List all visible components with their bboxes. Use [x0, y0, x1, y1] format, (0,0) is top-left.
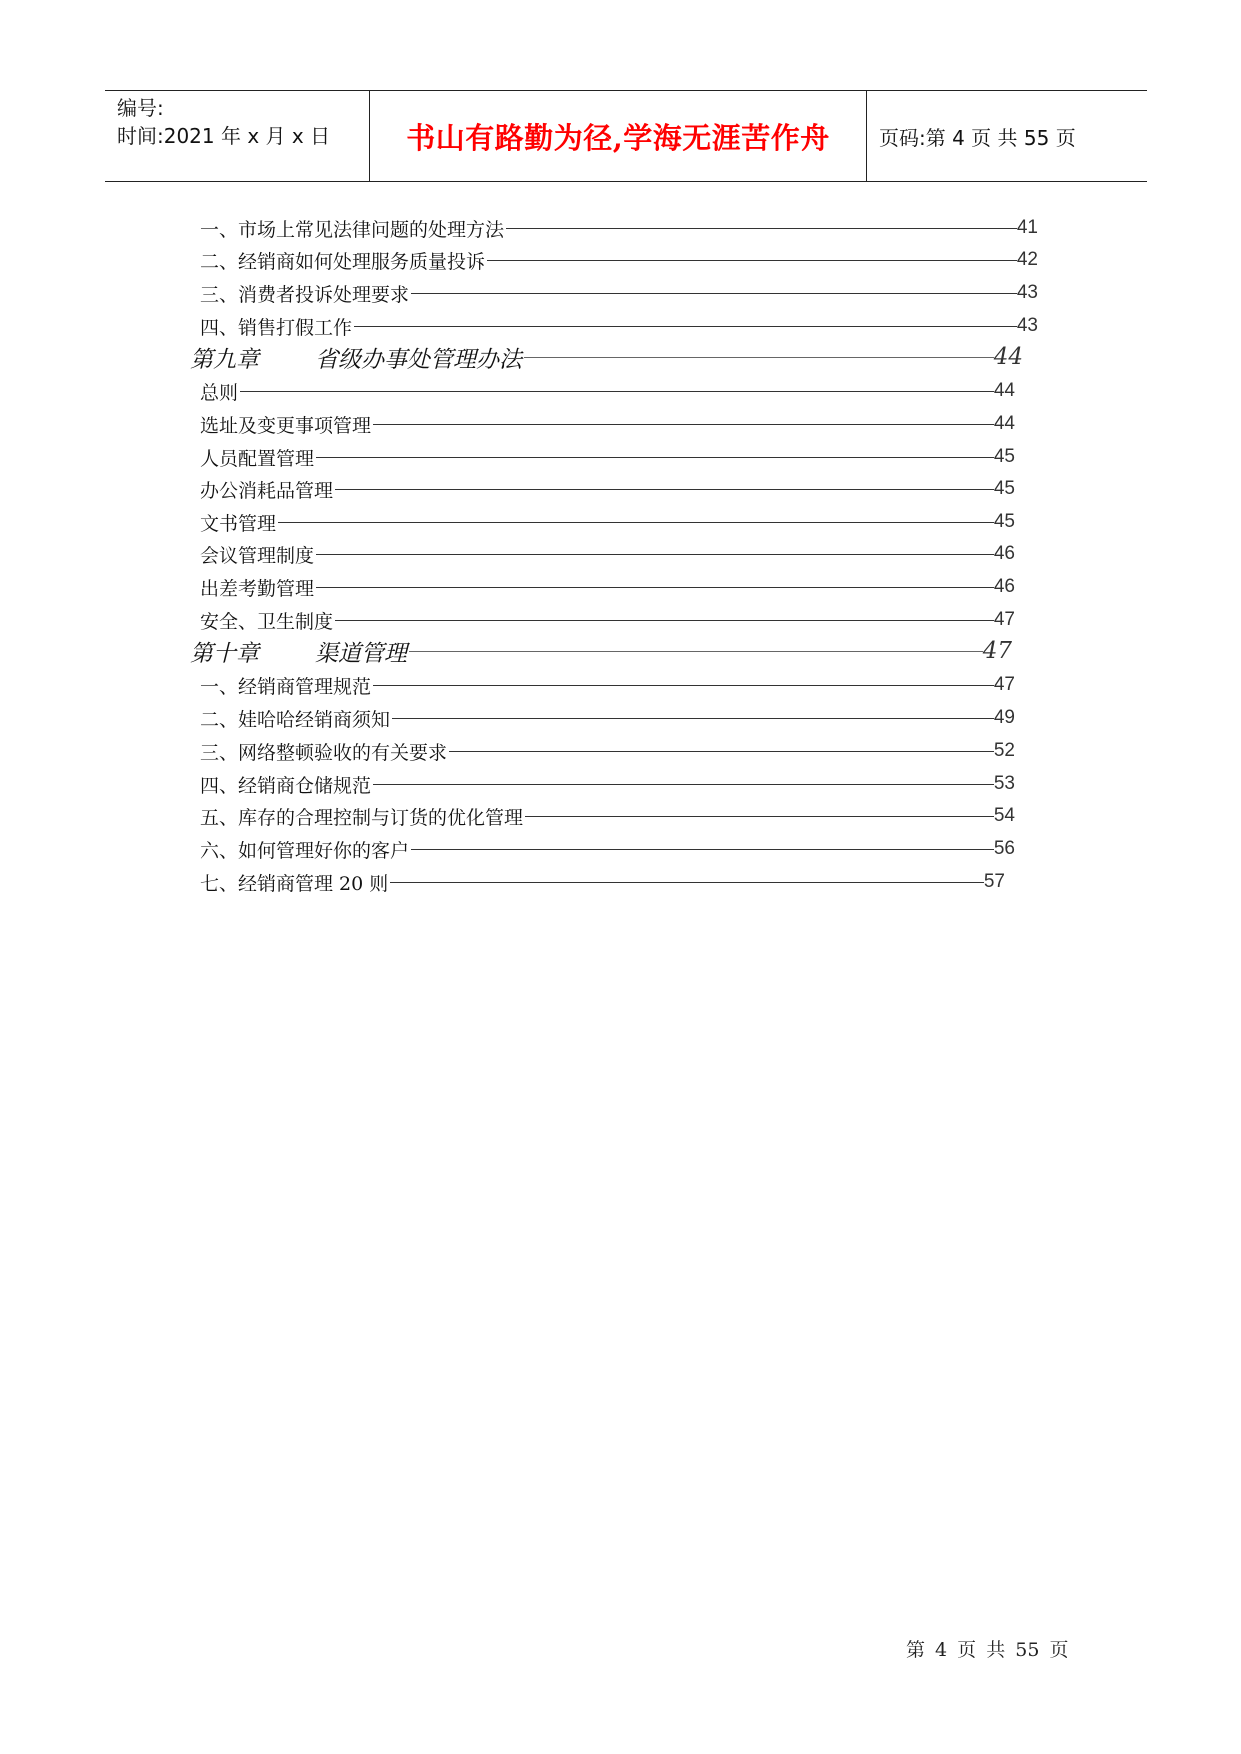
- toc-chapter-entry[interactable]: [190, 636, 1012, 666]
- toc-entry[interactable]: [200, 769, 1015, 799]
- toc-entry-page: 53: [993, 773, 1015, 794]
- toc-leader-line: [525, 816, 994, 817]
- toc-entry-label: 四、经销商仓储规范: [200, 774, 372, 797]
- toc-leader-line: [524, 357, 994, 358]
- header-page-info: 页码:第 4 页 共 55 页: [879, 125, 1076, 150]
- toc-entry[interactable]: [200, 703, 1015, 733]
- toc-entry-page: 56: [993, 838, 1015, 859]
- toc-entry[interactable]: [200, 376, 1015, 406]
- toc-leader-line: [316, 457, 994, 458]
- toc-leader-line: [316, 587, 994, 588]
- toc-entry-page: 45: [993, 511, 1015, 532]
- toc-leader-line: [240, 391, 994, 392]
- page-footer: [906, 1635, 1068, 1662]
- toc-entry-label: 选址及变更事项管理: [200, 414, 372, 437]
- toc-entry[interactable]: [200, 409, 1015, 439]
- toc-leader-line: [354, 326, 1017, 327]
- toc-entry-page: 45: [993, 446, 1015, 467]
- toc-entry[interactable]: [200, 834, 1015, 864]
- toc-leader-line: [373, 784, 994, 785]
- toc-entry[interactable]: [200, 539, 1015, 569]
- header-motto-cell: [370, 91, 867, 181]
- toc-entry[interactable]: [200, 867, 1005, 897]
- toc-chapter-label: [190, 341, 522, 374]
- toc-entry-label: 六、如何管理好你的客户: [200, 839, 410, 862]
- toc-leader-line: [411, 849, 994, 850]
- toc-entry-page: 57: [983, 871, 1005, 892]
- chapter-title: 省级办事处管理办法: [315, 346, 522, 373]
- toc-entry-page: 49: [993, 707, 1015, 728]
- toc-entry[interactable]: [200, 670, 1015, 700]
- toc-leader-line: [335, 620, 994, 621]
- toc-leader-line: [390, 882, 984, 883]
- chapter-number: 第十章: [190, 640, 259, 667]
- toc-entry-page: 46: [993, 543, 1015, 564]
- document-number-label: 编号:: [117, 96, 164, 120]
- toc-entry-page: 42: [1016, 249, 1038, 270]
- toc-entry-page: 47: [993, 674, 1015, 695]
- toc-entry-label: 三、消费者投诉处理要求: [200, 283, 410, 306]
- toc-entry-label: 出差考勤管理: [200, 577, 315, 600]
- toc-entry[interactable]: [200, 245, 1038, 275]
- toc-entry-label: 会议管理制度: [200, 544, 315, 567]
- toc-chapter-page: 47: [982, 638, 1012, 664]
- toc-entry-label: 三、网络整顿验收的有关要求: [200, 741, 448, 764]
- toc-leader-line: [335, 489, 994, 490]
- toc-chapter-page: 44: [993, 344, 1023, 370]
- toc-entry-page: 44: [993, 380, 1015, 401]
- toc-entry-label: 人员配置管理: [200, 447, 315, 470]
- toc-leader-line: [487, 260, 1017, 261]
- toc-leader-line: [373, 424, 994, 425]
- toc-entry-page: 43: [1016, 282, 1038, 303]
- toc-entry-label: 一、经销商管理规范: [200, 675, 372, 698]
- toc-chapter-entry[interactable]: [190, 342, 1023, 372]
- document-time-label: 时间:2021 年 x 月 x 日: [117, 124, 331, 148]
- toc-entry-page: 44: [993, 413, 1015, 434]
- toc-entry[interactable]: [200, 801, 1015, 831]
- toc-entry-label: 一、市场上常见法律问题的处理方法: [200, 218, 505, 241]
- toc-entry[interactable]: [200, 311, 1038, 341]
- toc-leader-line: [409, 651, 983, 652]
- toc-leader-line: [411, 293, 1017, 294]
- toc-entry-label: 文书管理: [200, 512, 277, 535]
- toc-entry[interactable]: [200, 442, 1015, 472]
- toc-entry-label: 五、库存的合理控制与订货的优化管理: [200, 806, 524, 829]
- toc-entry-label: 七、经销商管理 20 则: [200, 872, 389, 895]
- toc-leader-line: [316, 554, 994, 555]
- header-page-cell: [867, 91, 1147, 181]
- toc-leader-line: [392, 718, 994, 719]
- toc-entry-page: 45: [993, 478, 1015, 499]
- toc-chapter-label: [190, 635, 407, 668]
- toc-entry[interactable]: [200, 474, 1015, 504]
- header-left-cell: [105, 91, 370, 181]
- toc-entry[interactable]: [200, 278, 1038, 308]
- toc-entry-page: 41: [1016, 217, 1038, 238]
- toc-entry-page: 52: [993, 740, 1015, 761]
- toc-entry-page: 46: [993, 576, 1015, 597]
- toc-entry-label: 办公消耗品管理: [200, 479, 334, 502]
- toc-entry-page: 47: [993, 609, 1015, 630]
- toc-entry[interactable]: [200, 572, 1015, 602]
- toc-leader-line: [506, 228, 1017, 229]
- toc-leader-line: [278, 522, 994, 523]
- toc-entry[interactable]: [200, 507, 1015, 537]
- toc-leader-line: [449, 751, 994, 752]
- toc-entry-page: 43: [1016, 315, 1038, 336]
- footer-page-number: 第 4 页 共 55 页: [906, 1639, 1069, 1661]
- toc-entry-page: 54: [993, 805, 1015, 826]
- chapter-number: 第九章: [190, 346, 259, 373]
- header-motto: 书山有路勤为径,学海无涯苦作舟: [406, 120, 830, 155]
- toc-entry[interactable]: [200, 605, 1015, 635]
- toc-leader-line: [373, 685, 994, 686]
- page-header: [105, 90, 1147, 182]
- toc-entry-label: 安全、卫生制度: [200, 610, 334, 633]
- chapter-title: 渠道管理: [315, 640, 407, 667]
- toc-entry-label: 四、销售打假工作: [200, 316, 353, 339]
- toc-entry-label: 二、娃哈哈经销商须知: [200, 708, 391, 731]
- toc-entry-label: 总则: [200, 381, 239, 404]
- toc-entry-label: 二、经销商如何处理服务质量投诉: [200, 250, 486, 273]
- toc-entry[interactable]: [200, 736, 1015, 766]
- toc-entry[interactable]: [200, 213, 1038, 243]
